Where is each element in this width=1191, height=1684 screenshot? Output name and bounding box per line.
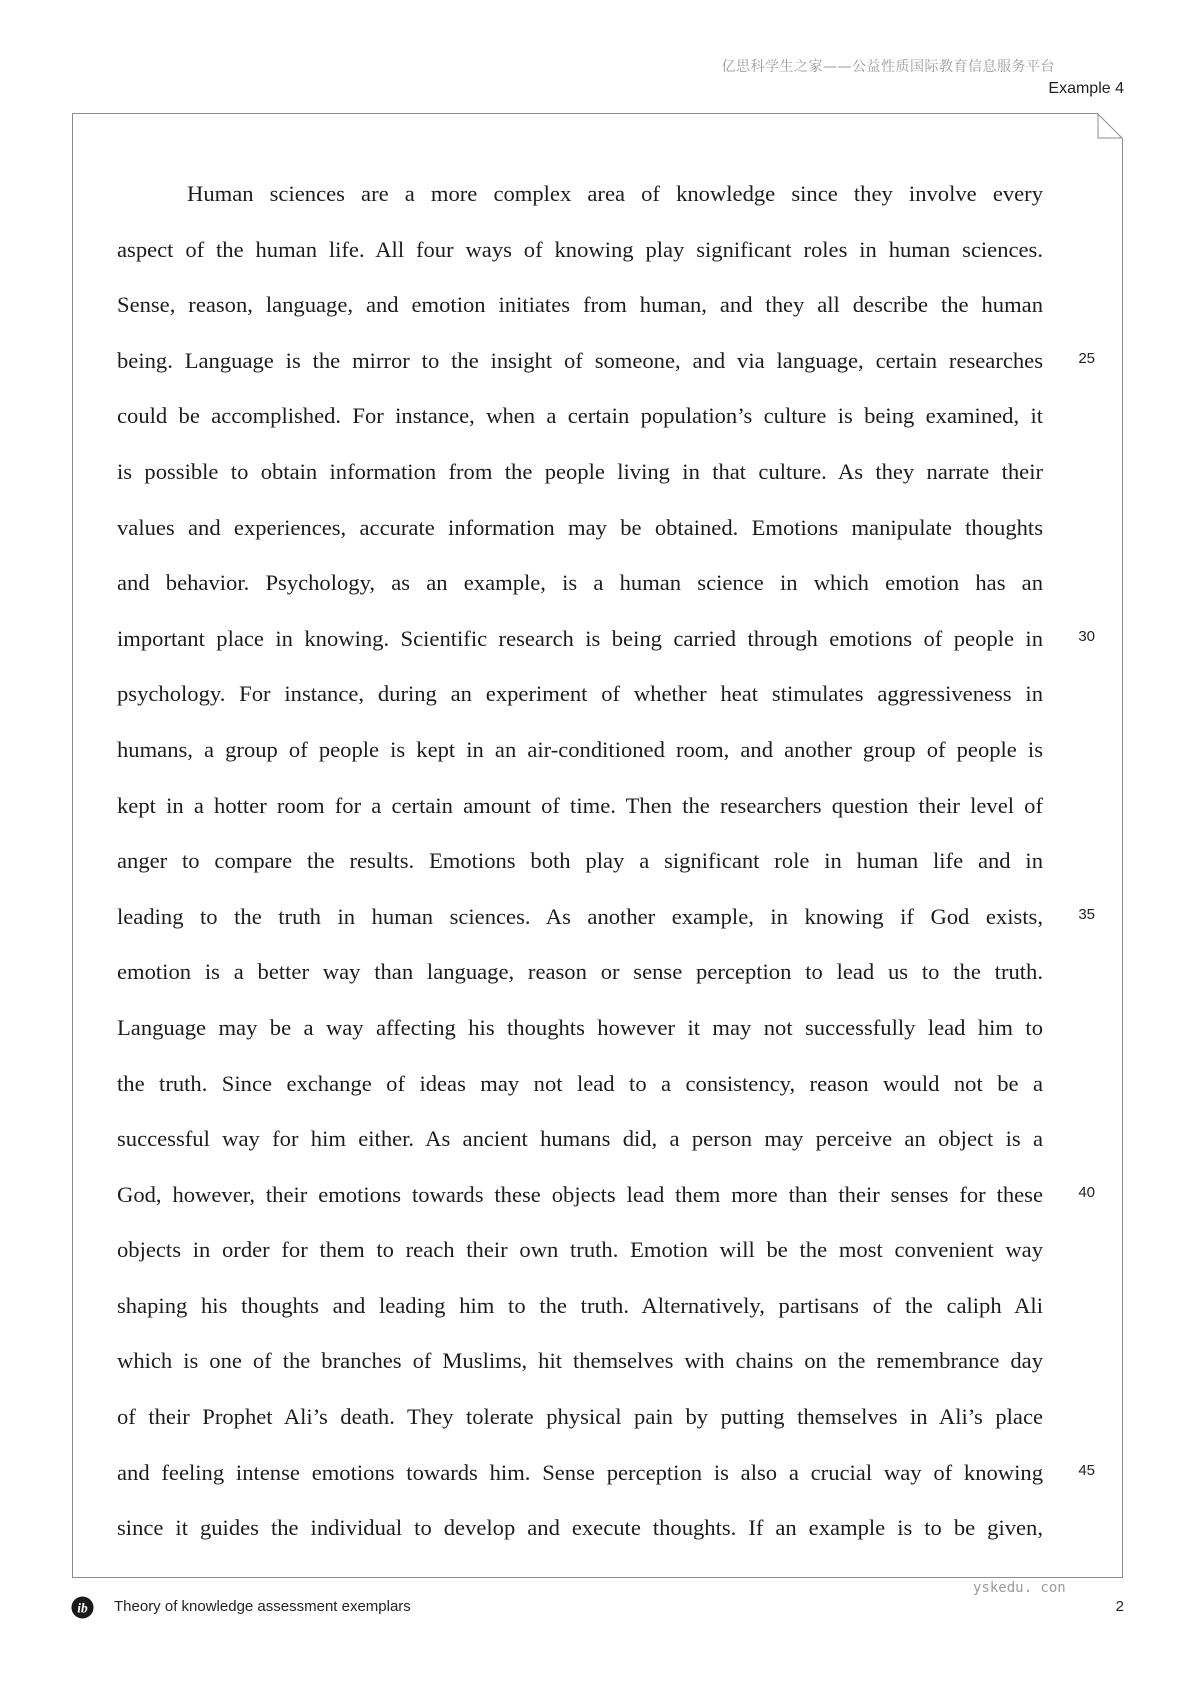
line-number: 30 <box>1078 627 1095 645</box>
essay-line: Human sciences are a more complex area of knowledge since they involve every <box>187 181 1043 206</box>
page-number: 2 <box>1115 1598 1124 1615</box>
line-number: 45 <box>1078 1461 1095 1479</box>
header-watermark: 亿思科学生之家——公益性质国际教育信息服务平台 <box>721 59 1055 75</box>
essay-line: Language may be a way affecting his thoughts however it may not successfully lead him to <box>117 1014 1043 1040</box>
essay-line: is possible to obtain information from the people living in that culture. As they narrate their <box>117 458 1043 484</box>
essay-line: emotion is a better way than language, reason or sense perception to lead us to the truth. <box>117 959 1043 985</box>
essay-line: shaping his thoughts and leading him to the truth. Alternatively, partisans of the caliph Ali <box>117 1292 1043 1318</box>
example-label: Example 4 <box>1048 80 1124 97</box>
page-fold-corner-icon <box>1097 113 1123 139</box>
essay-line: leading to the truth in human sciences. As another example, in knowing if God exists, <box>117 903 1043 929</box>
svg-text:ib: ib <box>77 1600 88 1616</box>
essay-line: objects in order for them to reach their own truth. Emotion will be the most convenient way <box>117 1237 1043 1263</box>
line-number: 25 <box>1078 349 1095 367</box>
essay-line: and behavior. Psychology, as an example, is a human science in which emotion has an <box>117 570 1043 596</box>
ib-logo-icon <box>71 1596 94 1619</box>
essay-text <box>117 166 1043 1556</box>
essay-line: humans, a group of people is kept in an air-conditioned room, and another group of people is <box>117 736 1043 762</box>
essay-line: kept in a hotter room for a certain amount of time. Then the researchers question their level of <box>117 792 1043 818</box>
line-number: 35 <box>1078 905 1095 923</box>
footer-title: Theory of knowledge assessment exemplars <box>114 1598 411 1615</box>
line-number: 40 <box>1078 1183 1095 1201</box>
essay-line: psychology. For instance, during an experiment of whether heat stimulates aggressiveness in <box>117 681 1043 707</box>
essay-line: successful way for him either. As ancient humans did, a person may perceive an object is a <box>117 1126 1043 1152</box>
essay-line: could be accomplished. For instance, when a certain population’s culture is being examined, it <box>117 403 1043 429</box>
essay-line: being. Language is the mirror to the insight of someone, and via language, certain researches <box>117 347 1043 373</box>
essay-line: the truth. Since exchange of ideas may not lead to a consistency, reason would not be a <box>117 1070 1043 1096</box>
essay-line: important place in knowing. Scientific research is being carried through emotions of people in <box>117 625 1043 651</box>
essay-line: values and experiences, accurate information may be obtained. Emotions manipulate thoughts <box>117 514 1043 540</box>
essay-line: which is one of the branches of Muslims, hit themselves with chains on the remembrance day <box>117 1348 1043 1374</box>
essay-line: Sense, reason, language, and emotion initiates from human, and they all describe the human <box>117 292 1043 318</box>
essay-line: aspect of the human life. All four ways of knowing play significant roles in human sciences. <box>117 236 1043 262</box>
essay-line: anger to compare the results. Emotions both play a significant role in human life and in <box>117 848 1043 874</box>
footer-site-watermark: yskedu. con <box>973 1580 1066 1596</box>
essay-line: since it guides the individual to develop and execute thoughts. If an example is to be given, <box>117 1515 1043 1541</box>
essay-line: of their Prophet Ali’s death. They tolerate physical pain by putting themselves in Ali’s place <box>117 1404 1043 1430</box>
essay-line: and feeling intense emotions towards him. Sense perception is also a crucial way of knowing <box>117 1459 1043 1485</box>
essay-line: God, however, their emotions towards these objects lead them more than their senses for these <box>117 1181 1043 1207</box>
